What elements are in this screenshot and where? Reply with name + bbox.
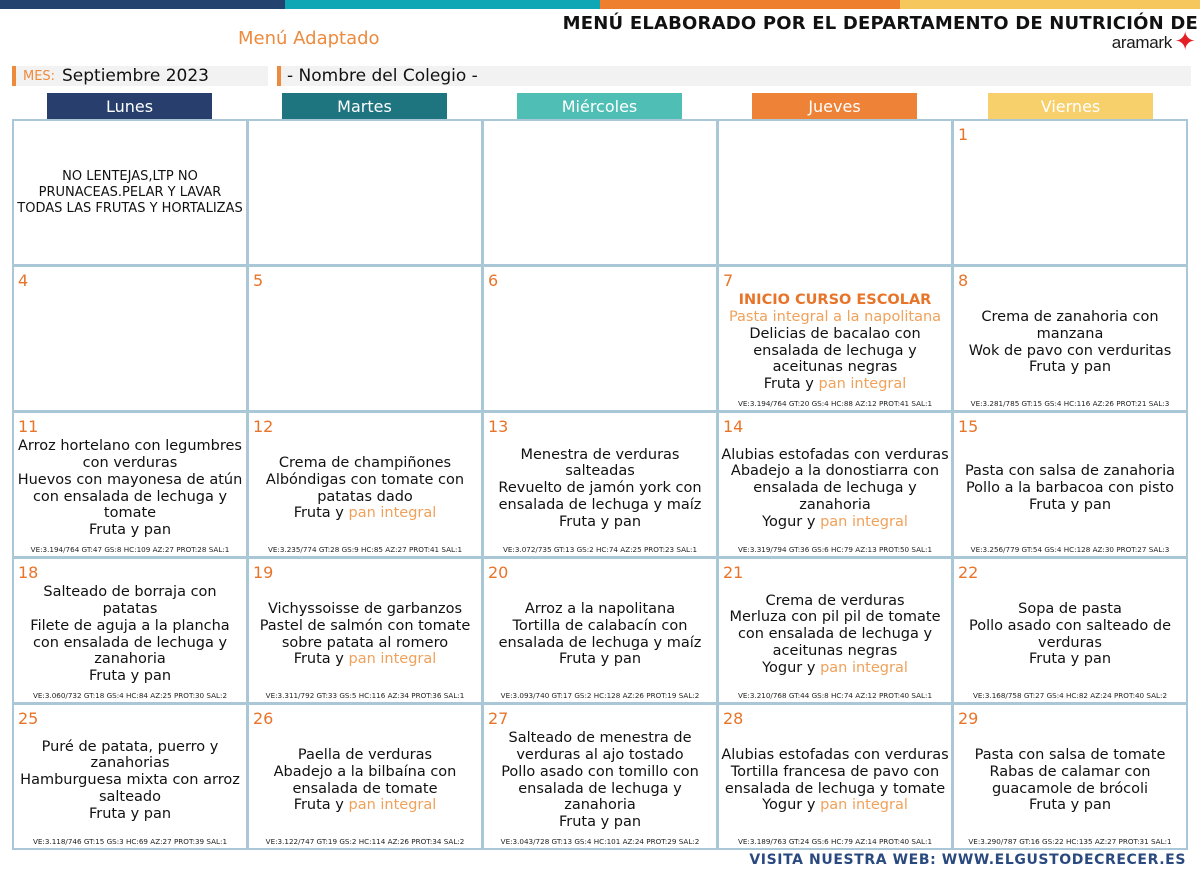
day-number: 21: [723, 563, 744, 582]
day-cell: [484, 705, 716, 848]
dessert-line: [559, 514, 641, 531]
dessert-text: Fruta y pan: [88, 522, 172, 539]
logo-text: aramark: [1111, 33, 1172, 52]
dish-line: Alubias estofadas con verduras: [721, 746, 949, 763]
nutrition-info: VE:3.210/768 GT:44 GS:8 HC:74 AZ:12 PROT:40 SAL:1: [737, 691, 933, 700]
day-cell: [484, 267, 716, 410]
day-cell: [719, 267, 951, 410]
menu-content: [954, 579, 1186, 690]
day-number: 7: [723, 271, 734, 290]
menu-content: [249, 725, 481, 836]
nutrition-info: VE:3.194/764 GT:20 GS:4 HC:88 AZ:12 PROT:41 SAL:1: [737, 399, 933, 408]
day-number: 19: [253, 563, 274, 582]
dessert-text: Fruta y pan: [1028, 496, 1112, 513]
day-cell: [14, 705, 246, 848]
day-cell: [954, 413, 1186, 556]
month-value: Septiembre 2023: [62, 66, 209, 86]
day-cell: [954, 267, 1186, 410]
menu-content: [14, 579, 246, 690]
top-bar-segment-4: [900, 0, 1200, 9]
event-label: INICIO CURSO ESCOLAR: [738, 292, 932, 309]
dessert-text: Fruta y pan: [558, 513, 642, 530]
dish-line: Vichyssoisse de garbanzos: [267, 600, 463, 617]
dessert-text: Fruta y pan: [1028, 651, 1112, 668]
dish-line: Sopa de pasta: [1018, 600, 1122, 617]
dessert-line: [294, 651, 437, 668]
dish-line: Paella de verduras: [297, 746, 433, 763]
dish-line: Pasta integral a la napolitana: [728, 308, 942, 325]
day-number: 6: [488, 271, 499, 290]
nutrition-info: VE:3.319/794 GT:36 GS:6 HC:79 AZ:13 PROT:50 SAL:1: [737, 545, 933, 554]
dessert-line: [764, 376, 907, 393]
menu-content: [249, 579, 481, 690]
dish-line: Alubias estofadas con verduras: [721, 446, 949, 463]
nutrition-info: VE:3.122/747 GT:19 GS:2 HC:114 AZ:26 PROT:34 SAL:2: [265, 837, 465, 846]
dish-line: Arroz a la napolitana: [524, 600, 676, 617]
day-number: 25: [18, 709, 39, 728]
page-title: MENÚ ELABORADO POR EL DEPARTAMENTO DE NUTRICIÓN DE: [562, 13, 1198, 34]
menu-content: [954, 433, 1186, 544]
dish-line: Pastel de salmón con tomate sobre patata al romero: [259, 617, 471, 651]
month-label: MES:: [23, 69, 56, 84]
dish-line: Menestra de verduras salteadas: [520, 446, 680, 480]
bread-text: pan integral: [348, 797, 437, 814]
dessert-text: Yogur y: [762, 659, 821, 676]
dish-line: Rabas de calamar con guacamole de brócoli: [989, 763, 1151, 797]
nutrition-info: VE:3.118/746 GT:15 GS:3 HC:69 AZ:27 PROT:39 SAL:1: [32, 837, 228, 846]
day-number: 20: [488, 563, 509, 582]
dessert-line: [1029, 497, 1111, 514]
day-cell: [954, 705, 1186, 848]
day-cell: [14, 121, 246, 264]
dessert-line: [1029, 359, 1111, 376]
school-field: [277, 66, 1191, 86]
menu-content: [484, 725, 716, 836]
top-color-bar: [0, 0, 1200, 9]
menu-content: [954, 725, 1186, 836]
dessert-text: Fruta y: [293, 651, 349, 668]
dish-line: Pasta con salsa de zanahoria: [964, 463, 1176, 480]
dessert-text: Fruta y pan: [1028, 797, 1112, 814]
day-number: 26: [253, 709, 274, 728]
weekday-header-3: Miércoles: [517, 93, 682, 120]
dish-line: Abadejo a la donostiarra con ensalada de lechuga y zanahoria: [730, 463, 940, 513]
nutrition-info: VE:3.290/787 GT:16 GS:22 HC:135 AZ:27 PROT:31 SAL:1: [968, 837, 1172, 846]
bread-text: pan integral: [820, 659, 908, 676]
aramark-logo: [1076, 27, 1196, 61]
menu-content: [249, 433, 481, 544]
dessert-line: [762, 514, 908, 531]
weekday-header-4: Jueves: [752, 93, 917, 120]
day-cell: [249, 559, 481, 702]
dessert-text: Fruta y pan: [558, 814, 642, 831]
nutrition-info: VE:3.235/774 GT:28 GS:9 HC:85 AZ:27 PROT:41 SAL:1: [267, 545, 463, 554]
dessert-line: [89, 522, 171, 539]
dish-line: Pollo asado con salteado de verduras: [968, 617, 1172, 651]
dessert-line: [1029, 797, 1111, 814]
bread-text: pan integral: [348, 505, 437, 522]
dessert-text: Yogur y: [762, 797, 821, 814]
day-cell: [14, 267, 246, 410]
bread-text: pan integral: [818, 376, 907, 393]
day-number: 1: [958, 125, 969, 144]
day-cell: [249, 705, 481, 848]
menu-content: [719, 433, 951, 544]
day-number: 15: [958, 417, 979, 436]
day-number: 22: [958, 563, 979, 582]
calendar-grid: [12, 119, 1188, 850]
day-cell: [954, 559, 1186, 702]
dessert-line: [559, 814, 641, 831]
dessert-line: [89, 806, 171, 823]
nutrition-info: VE:3.072/735 GT:13 GS:2 HC:74 AZ:25 PROT:23 SAL:1: [502, 545, 698, 554]
nutrition-info: VE:3.311/792 GT:33 GS:5 HC:116 AZ:34 PROT:36 SAL:1: [265, 691, 465, 700]
day-number: 13: [488, 417, 509, 436]
dish-line: Salteado de menestra de verduras al ajo tostado: [508, 730, 692, 763]
dish-line: Salteado de borraja con patatas: [43, 584, 217, 617]
weekday-header-2: Martes: [282, 93, 447, 120]
day-number: 8: [958, 271, 969, 290]
dessert-line: [89, 668, 171, 685]
day-cell: [719, 413, 951, 556]
nutrition-info: VE:3.093/740 GT:17 GS:2 HC:128 AZ:26 PROT:19 SAL:2: [500, 691, 700, 700]
bread-text: pan integral: [820, 513, 908, 530]
nutrition-info: VE:3.043/728 GT:13 GS:4 HC:101 AZ:24 PROT:29 SAL:2: [500, 837, 700, 846]
day-cell: [719, 121, 951, 264]
nutrition-info: VE:3.194/764 GT:47 GS:8 HC:109 AZ:27 PROT:28 SAL:1: [30, 545, 230, 554]
dish-line: Crema de champiñones: [278, 454, 452, 471]
dish-line: Filete de aguja a la plancha con ensalada de lechuga y zanahoria: [30, 617, 230, 668]
weekday-header-row: [0, 93, 1200, 120]
dish-line: Abadejo a la bilbaína con ensalada de tomate: [273, 763, 457, 797]
dessert-line: [294, 797, 437, 814]
day-cell: [249, 267, 481, 410]
day-cell: [484, 559, 716, 702]
dish-line: Arroz hortelano con legumbres con verduras: [17, 438, 242, 471]
school-name: - Nombre del Colegio -: [287, 66, 478, 86]
day-cell: [484, 413, 716, 556]
dish-line: Pasta con salsa de tomate: [974, 746, 1166, 763]
day-number: 11: [18, 417, 39, 436]
nutrition-info: VE:3.256/779 GT:54 GS:4 HC:128 AZ:30 PROT:27 SAL:3: [970, 545, 1170, 554]
dessert-text: Fruta y: [763, 376, 819, 393]
dish-line: Delicias de bacalao con ensalada de lechuga y aceitunas negras: [749, 325, 921, 376]
day-cell: [14, 559, 246, 702]
day-number: 29: [958, 709, 979, 728]
nutrition-info: VE:3.060/732 GT:18 GS:4 HC:84 AZ:25 PROT:30 SAL:2: [32, 691, 228, 700]
dessert-line: [762, 660, 908, 677]
menu-content: [719, 287, 951, 398]
menu-content: [14, 433, 246, 544]
dessert-text: Yogur y: [762, 513, 821, 530]
nutrition-info: VE:3.168/758 GT:27 GS:4 HC:82 AZ:24 PROT:40 SAL:2: [972, 691, 1168, 700]
dish-line: Merluza con pil pil de tomate con ensalada de lechuga y aceitunas negras: [729, 609, 941, 659]
dessert-text: Fruta y: [293, 505, 349, 522]
menu-content: [484, 433, 716, 544]
dish-line: Puré de patata, puerro y zanahorias: [41, 738, 219, 772]
month-field: [12, 66, 268, 86]
dish-line: Albóndigas con tomate con patatas dado: [265, 471, 465, 505]
top-bar-segment-1: [0, 0, 285, 9]
dessert-text: Fruta y pan: [88, 668, 172, 685]
top-bar-segment-3: [600, 0, 900, 9]
dish-line: Tortilla de calabacín con ensalada de lechuga y maíz: [498, 617, 702, 651]
nutrition-info: VE:3.281/785 GT:15 GS:4 HC:116 AZ:26 PROT:21 SAL:3: [970, 399, 1170, 408]
menu-content: [14, 725, 246, 836]
bread-text: pan integral: [348, 651, 437, 668]
day-cell: [719, 705, 951, 848]
day-number: 4: [18, 271, 29, 290]
menu-content: [719, 579, 951, 690]
day-cell: [719, 559, 951, 702]
day-cell: [954, 121, 1186, 264]
day-number: 14: [723, 417, 744, 436]
nutrition-info: VE:3.189/763 GT:24 GS:6 HC:79 AZ:14 PROT:40 SAL:1: [737, 837, 933, 846]
dessert-line: [1029, 651, 1111, 668]
day-cell: [484, 121, 716, 264]
menu-type-label: Menú Adaptado: [238, 28, 380, 49]
top-bar-segment-2: [285, 0, 600, 9]
dessert-line: [762, 797, 908, 814]
dish-line: Pollo a la barbacoa con pisto: [965, 480, 1175, 497]
menu-content: [954, 287, 1186, 398]
day-number: 18: [18, 563, 39, 582]
menu-content: [484, 579, 716, 690]
dish-line: Tortilla francesa de pavo con ensalada de lechuga y tomate: [724, 763, 946, 797]
dessert-text: Fruta y pan: [1028, 359, 1112, 376]
day-number: 27: [488, 709, 509, 728]
dessert-text: Fruta y pan: [558, 651, 642, 668]
dessert-line: [294, 505, 437, 522]
bread-text: pan integral: [820, 797, 908, 814]
weekday-header-5: Viernes: [988, 93, 1153, 120]
dish-line: Huevos con mayonesa de atún con ensalada de lechuga y tomate: [17, 471, 243, 522]
dessert-text: Fruta y pan: [88, 805, 172, 822]
dish-line: Wok de pavo con verduritas: [968, 342, 1172, 359]
menu-note: NO LENTEJAS,LTP NO PRUNACEAS.PELAR Y LAVAR TODAS LAS FRUTAS Y HORTALIZAS: [17, 168, 243, 216]
day-cell: [249, 121, 481, 264]
dish-line: Crema de zanahoria con manzana: [981, 308, 1159, 342]
dish-line: Revuelto de jamón york con ensalada de lechuga y maíz: [498, 480, 702, 513]
weekday-header-1: Lunes: [47, 93, 212, 120]
day-number: 5: [253, 271, 264, 290]
dish-line: Hamburguesa mixta con arroz salteado: [20, 772, 240, 805]
star-icon: ✦: [1174, 27, 1196, 57]
day-number: 12: [253, 417, 274, 436]
dessert-line: [559, 651, 641, 668]
day-number: 28: [723, 709, 744, 728]
footer-website: VISITA NUESTRA WEB: WWW.ELGUSTODECRECER.ES: [749, 852, 1186, 868]
day-cell: [14, 413, 246, 556]
dish-line: Pollo asado con tomillo con ensalada de lechuga y zanahoria: [501, 763, 699, 814]
day-cell: [249, 413, 481, 556]
menu-content: [719, 725, 951, 836]
dessert-text: Fruta y: [293, 797, 349, 814]
dish-line: Crema de verduras: [765, 592, 905, 609]
